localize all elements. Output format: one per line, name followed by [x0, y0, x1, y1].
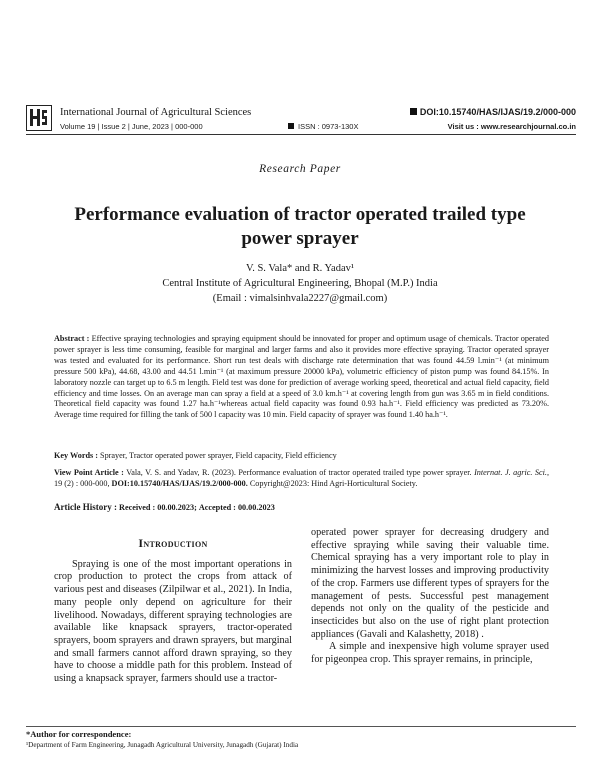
citation-doi[interactable]: DOI:10.15740/HAS/IJAS/19.2/000-000.	[111, 478, 248, 488]
history-label: Article History :	[54, 502, 117, 512]
abstract-text: Effective spraying technologies and spraying equipment should be innovated for proper and optimum usage of chemicals. Tractor operated power sprayer is less time consuming, feasible for marginal and larger farms and also it provides more effective spraying. Tractor operated sprayer was tested and evaluated for its performance. Short run test deals with discharge rate determination that was found 44.59 l.min⁻¹ (at minimum pressure 500 kPa), 44.68, 43.00 and 44.51 l.min⁻¹ (at maximum pressure 20000 kPa), volumetric efficiency of piston pump was found 84.15%. In laboratory nozzle can target up to 6.5 m length. Field test was done for prediction of average working speed, theoretical and actual field capacity, field efficiency and time losses. On an average man can spray a field at a speed of 3.0 km.h⁻¹ at covering length from gun was 3.65 m in field conditions. Theoretical field capacity was found 1.27 ha.h⁻¹whereas actual field capacity was found 0.93 ha.h⁻¹. Field efficiency was predicted as 73.20%. Average time required for filling the tank of 500 l capacity was 10 min. Field capacity of sprayer was found 1.40 ha.h⁻¹.	[54, 334, 549, 420]
issn-text: ISSN : 0973-130X	[298, 122, 359, 131]
paper-type: Research Paper	[259, 163, 341, 175]
affiliation: Central Institute of Agricultural Engineering, Bhopal (M.P.) India	[162, 278, 438, 289]
article-history	[54, 502, 549, 512]
citation-journal: Internat. J. agric. Sci.	[474, 468, 547, 477]
doi[interactable]	[410, 107, 576, 117]
citation-authors: Vala, V. S. and Yadav, R. (2023). Performance evaluation of tractor operated trailed type power sprayer.	[126, 468, 472, 477]
square-bullet-icon	[288, 123, 294, 129]
journal-name: International Journal of Agricultural Sciences	[60, 107, 252, 118]
keywords	[54, 451, 549, 460]
paper-title: Performance evaluation of tractor operated trailed type power sprayer	[74, 204, 526, 249]
keywords-label: Key Words :	[54, 451, 98, 460]
citation	[54, 468, 549, 490]
intro-paragraph: Spraying is one of the most important operations in crop production to protect the crops from attack of various pest and diseases (Zilpilwar et al., 2021). In India, many people only depend on agriculture for their livelihood. Nowadays, different spraying technologies are available like knapsack sprayers, tractor-operated sprayers, boom sprayers and drawn sprayers, but marginal and small farmers cannot afford drawn spraying, so they have to choose a middle path for this problem. Instead of using a knapsack sprayer, farmers should use a tractor-	[54, 558, 292, 685]
authors: V. S. Vala* and R. Yadav¹	[245, 263, 355, 274]
citation-details: , 19 (2) : 000-000,	[54, 468, 549, 488]
keywords-text: Sprayer, Tractor operated power sprayer, Field capacity, Field efficiency	[100, 451, 337, 460]
correspondence-note: *Author for correspondence:	[26, 729, 132, 739]
body-column-right	[311, 527, 549, 667]
received-date: Received : 00.00.2023;	[119, 503, 197, 512]
introduction-heading: Introduction	[138, 536, 208, 550]
website-link[interactable]: Visit us : www.researchjournal.co.in	[447, 122, 576, 131]
department-note: ¹Department of Farm Engineering, Junagadh Agricultural University, Junagadh (Gujarat) India	[26, 741, 299, 749]
abstract-label: Abstract :	[54, 334, 90, 343]
volume-issue: Volume 19 | Issue 2 | June, 2023 | 000-000	[60, 122, 203, 131]
footer-rule	[26, 726, 576, 727]
abstract	[54, 334, 549, 421]
journal-header	[26, 105, 576, 135]
issn	[288, 122, 358, 131]
intro-paragraph-2: A simple and inexpensive high volume sprayer used for pigeonpea crop. This sprayer remains, in principle,	[311, 641, 549, 666]
citation-label: View Point Article :	[54, 468, 124, 477]
accepted-date: Accepted : 00.00.2023	[198, 503, 275, 512]
intro-paragraph-continued: operated power sprayer for decreasing drudgery and effective spraying while saving their valuable time. Chemical spraying has a very important role to play in minimizing the harvest losses and improving productivity of the crop. Farmers use different types of sprayers for the management of pests. Successful pest management depends not only on the quality of the pesticide and insecticides but also on the use of right plant protection appliances (Gavali and Kalashetty, 2018) .	[311, 527, 549, 640]
square-bullet-icon	[410, 108, 417, 115]
author-email[interactable]: (Email : vimalsinhvala2227@gmail.com)	[212, 293, 388, 304]
citation-copyright: Copyright@2023: Hind Agri-Horticultural Society.	[249, 478, 418, 488]
journal-logo	[26, 105, 52, 131]
header-rule	[26, 134, 576, 135]
body-column-left	[54, 527, 292, 686]
doi-text: DOI:10.15740/HAS/IJAS/19.2/000-000	[419, 107, 576, 117]
